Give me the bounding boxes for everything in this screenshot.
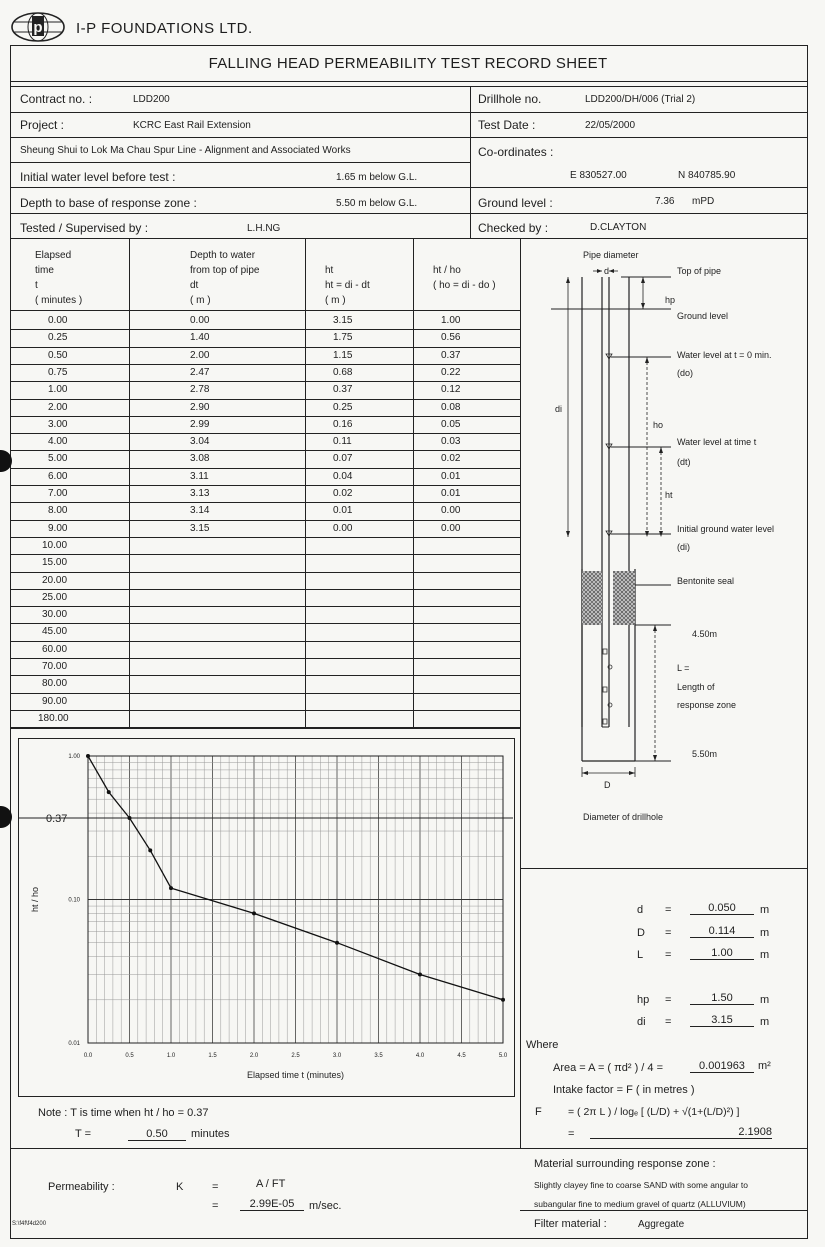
di-dimension-label: di xyxy=(555,404,563,414)
drillhole-value: LDD200/DH/006 (Trial 2) xyxy=(585,94,696,105)
calc-L-eq: = xyxy=(665,949,672,961)
di-paren-label: (di) xyxy=(677,542,690,552)
table-cell: 0.01 xyxy=(333,505,353,517)
t-label: T = xyxy=(75,1128,92,1140)
table-cell: 0.01 xyxy=(441,488,461,499)
y-tick-label: 0.10 xyxy=(68,897,80,904)
checked-by-label: Checked by : xyxy=(478,221,549,235)
note-line: Note : T is time when ht / ho = 0.37 xyxy=(38,1107,209,1119)
table-cell: 0.68 xyxy=(333,366,353,378)
x-axis-label: Elapsed time t (minutes) xyxy=(246,1070,345,1080)
intake-factor: Intake factor = F ( in metres ) xyxy=(553,1084,695,1096)
table-row-rule xyxy=(10,658,520,659)
table-cell: 3.15 xyxy=(333,315,353,326)
permeability-K: K xyxy=(176,1181,184,1193)
F-value: 2.1908 xyxy=(590,1126,772,1139)
table-cell: 2.78 xyxy=(190,384,210,396)
calc-D-label: D xyxy=(637,927,645,939)
table-row-rule xyxy=(10,693,520,694)
table-row-rule xyxy=(10,450,520,451)
table-cell: 0.37 xyxy=(441,349,461,361)
table-cell: 2.47 xyxy=(190,366,210,378)
drillhole-label: Drillhole no. xyxy=(478,92,542,106)
depth-top-label: 4.50m xyxy=(692,629,718,639)
table-row-rule xyxy=(10,416,520,417)
permeability-eq2: = xyxy=(212,1200,219,1212)
table-cell: 3.00 xyxy=(48,418,68,430)
table-cell: 2.00 xyxy=(190,349,210,361)
table-cell: 3.13 xyxy=(190,488,210,499)
table-row-rule xyxy=(10,468,520,469)
table-cell: 5.00 xyxy=(48,453,68,465)
initial-gwl-label: Initial ground water level xyxy=(677,524,775,534)
x-tick-label: 3.5 xyxy=(374,1053,383,1059)
table-cell: 2.00 xyxy=(48,401,68,413)
filter-material-label: Filter material : xyxy=(534,1218,607,1230)
table-cell: 3.14 xyxy=(190,505,210,517)
data-point xyxy=(169,886,173,890)
calc-di-eq: = xyxy=(665,1016,672,1028)
calc-D-value: 0.114 xyxy=(690,925,754,938)
table-cell: 2.90 xyxy=(190,401,210,413)
table-cell: 1.75 xyxy=(333,332,353,344)
x-tick-label: 4.5 xyxy=(457,1053,466,1059)
ground-level-diagram-label: Ground level xyxy=(677,311,729,321)
table-cell: 0.03 xyxy=(441,436,461,448)
F-eq: = xyxy=(568,1128,575,1140)
depth-base-value: 5.50 m below G.L. xyxy=(336,198,418,209)
table-cell: 3.08 xyxy=(190,453,210,465)
where-label: Where xyxy=(526,1039,559,1051)
F-formula: = ( 2π L ) / logₑ [ (L/D) + √(1+(L/D)²) ] xyxy=(568,1106,740,1118)
data-point xyxy=(501,998,505,1002)
ground-level-unit: mPD xyxy=(692,196,715,207)
F-label: F xyxy=(535,1106,542,1118)
material-line1: Slightly clayey fine to coarse SAND with some angular to xyxy=(534,1180,749,1190)
northing-value: N 840785.90 xyxy=(678,170,736,181)
x-tick-label: 1.5 xyxy=(208,1053,217,1059)
permeability-unit: m/sec. xyxy=(309,1200,342,1212)
table-row-rule xyxy=(10,347,520,348)
col-header-elapsed: Elapsed time t ( minutes ) xyxy=(35,250,83,306)
table-cell: 4.00 xyxy=(48,436,68,448)
ratio-time-chart xyxy=(18,738,513,1095)
calc-D-eq: = xyxy=(665,927,672,939)
ground-level-value: 7.36 xyxy=(655,196,675,207)
table-cell: 0.00 xyxy=(441,522,461,534)
table-cell: 0.22 xyxy=(441,366,461,378)
pipe-d-label: d xyxy=(604,266,610,276)
y-tick-label: 1.00 xyxy=(68,754,80,760)
D-label: D xyxy=(604,780,611,790)
calc-di-value: 3.15 xyxy=(690,1014,754,1027)
data-point xyxy=(148,848,152,852)
table-row-rule xyxy=(10,641,520,642)
table-cell: 0.25 xyxy=(333,401,353,413)
table-cell: 80.00 xyxy=(42,678,68,690)
contract-value: LDD200 xyxy=(133,94,170,105)
top-of-pipe-label: Top of pipe xyxy=(677,266,722,276)
x-tick-label: 2.0 xyxy=(249,1053,259,1059)
calc-L-unit: m xyxy=(760,949,770,961)
table-cell: 7.00 xyxy=(48,488,68,499)
svg-text:p: p xyxy=(33,19,43,36)
table-cell: 15.00 xyxy=(42,557,68,569)
do-label: (do) xyxy=(677,368,694,378)
response-zone-label: response zone xyxy=(677,700,737,710)
table-cell: 1.40 xyxy=(190,332,210,344)
data-point xyxy=(335,941,339,945)
table-cell: 70.00 xyxy=(42,661,68,672)
drillhole-diagram xyxy=(521,239,806,867)
area-value: 0.001963 xyxy=(690,1060,754,1073)
table-cell: 8.00 xyxy=(48,505,68,517)
table-cell: 0.00 xyxy=(441,505,461,517)
calc-d-unit: m xyxy=(760,904,770,916)
table-cell: 0.00 xyxy=(48,315,68,326)
sheet-title: FALLING HEAD PERMEABILITY TEST RECORD SHEET xyxy=(208,55,608,72)
area-unit: m² xyxy=(758,1060,771,1072)
material-heading: Material surrounding response zone : xyxy=(534,1158,716,1170)
x-tick-label: 5.0 xyxy=(498,1053,508,1059)
table-header-rule xyxy=(10,310,520,311)
checked-by-value: D.CLAYTON xyxy=(590,222,647,233)
table-cell: 0.00 xyxy=(333,522,353,534)
calc-L-label: L xyxy=(637,949,644,961)
table-cell: 0.50 xyxy=(48,349,68,361)
table-cell: 20.00 xyxy=(42,574,68,586)
table-row-rule xyxy=(10,554,520,555)
dt-label: (dt) xyxy=(677,457,691,467)
x-tick-label: 3.0 xyxy=(332,1053,342,1059)
table-cell: 45.00 xyxy=(42,626,68,638)
x-tick-label: 2.5 xyxy=(291,1053,300,1059)
table-row-rule xyxy=(10,381,520,382)
table-cell: 0.16 xyxy=(333,418,353,430)
table-cell: 180.00 xyxy=(38,712,69,724)
table-cell: 2.99 xyxy=(190,418,210,430)
depth-bottom-label: 5.50m xyxy=(692,749,718,759)
table-cell: 0.02 xyxy=(333,488,353,499)
project-label: Project : xyxy=(20,118,65,132)
company-logo xyxy=(10,10,66,44)
table-row-rule xyxy=(10,485,520,486)
data-point xyxy=(252,911,256,915)
data-point xyxy=(107,790,111,794)
ratio-037-annotation: 0.37 xyxy=(46,812,68,825)
x-tick-label: 4.0 xyxy=(415,1053,425,1059)
project-value: KCRC East Rail Extension xyxy=(133,120,251,131)
calc-di-unit: m xyxy=(760,1016,770,1028)
table-cell: 0.02 xyxy=(441,453,461,465)
ho-label: ho xyxy=(653,420,664,430)
permeability-label: Permeability : xyxy=(48,1181,115,1193)
filter-material-value: Aggregate xyxy=(638,1219,685,1230)
easting-value: E 830527.00 xyxy=(570,170,627,181)
table-row-rule xyxy=(10,502,520,503)
x-tick-label: 0.0 xyxy=(83,1053,93,1059)
table-cell: 0.00 xyxy=(190,315,210,326)
calc-L-value: 1.00 xyxy=(690,947,754,960)
company-name: I-P FOUNDATIONS LTD. xyxy=(76,20,253,37)
calc-hp-unit: m xyxy=(760,994,770,1006)
permeability-eq1: = xyxy=(212,1181,219,1193)
test-date-value: 22/05/2000 xyxy=(585,120,636,131)
table-cell: 60.00 xyxy=(42,643,68,655)
length-of-label: Length of xyxy=(677,682,715,692)
drillhole-svg xyxy=(521,239,806,867)
table-cell: 0.01 xyxy=(441,470,461,482)
table-cell: 30.00 xyxy=(42,609,68,621)
col-header-depth: Depth to water from top of pipe dt ( m ) xyxy=(190,250,260,306)
table-row-rule xyxy=(10,520,520,521)
calc-d-value: 0.050 xyxy=(690,902,754,915)
table-cell: 0.25 xyxy=(48,332,68,344)
permeability-value: 2.99E-05 xyxy=(240,1198,304,1211)
permeability-formula: A / FT xyxy=(256,1178,286,1190)
ground-level-label: Ground level : xyxy=(478,196,553,210)
project-description: Sheung Shui to Lok Ma Chau Spur Line - Alignment and Associated Works xyxy=(20,145,351,156)
col-header-ht: ht ht = di - dt ( m ) xyxy=(325,265,370,306)
table-cell: 3.15 xyxy=(190,522,210,534)
material-line2: subangular fine to medium gravel of quartz (ALLUVIUM) xyxy=(534,1199,746,1209)
t-value: 0.50 xyxy=(128,1128,186,1141)
bentonite-label: Bentonite seal xyxy=(677,576,735,586)
table-row-rule xyxy=(10,364,520,365)
coordinates-label: Co-ordinates : xyxy=(478,145,554,159)
table-row-rule xyxy=(10,399,520,400)
calc-hp-label: hp xyxy=(637,994,650,1006)
calc-di-label: di xyxy=(637,1016,646,1028)
area-formula: Area = A = ( πd² ) / 4 = xyxy=(553,1062,664,1074)
calc-hp-value: 1.50 xyxy=(690,992,754,1005)
depth-base-label: Depth to base of response zone : xyxy=(20,196,197,210)
ht-label: ht xyxy=(665,490,673,500)
table-row-rule xyxy=(10,572,520,573)
pipe-diameter-label: Pipe diameter xyxy=(583,250,639,260)
calc-hp-eq: = xyxy=(665,994,672,1006)
table-row-rule xyxy=(10,537,520,538)
t-unit: minutes xyxy=(191,1128,230,1140)
hp-label: hp xyxy=(665,295,676,305)
calc-d-eq: = xyxy=(665,904,672,916)
table-cell: 0.04 xyxy=(333,470,353,482)
table-cell: 25.00 xyxy=(42,591,68,603)
table-row-rule xyxy=(10,329,520,330)
table-row-rule xyxy=(10,433,520,434)
table-cell: 9.00 xyxy=(48,522,68,534)
tested-by-value: L.H.NG xyxy=(247,223,281,234)
table-cell: 0.05 xyxy=(441,418,461,430)
table-cell: 0.75 xyxy=(48,366,68,378)
table-row-rule xyxy=(10,710,520,711)
footer-code: S:\f4f\f4d200 xyxy=(12,1221,47,1227)
col-header-ratio: ht / ho ( ho = di - do ) xyxy=(433,265,496,291)
calc-d-label: d xyxy=(637,904,644,916)
table-cell: 0.56 xyxy=(441,332,461,344)
table-cell: 6.00 xyxy=(48,470,68,482)
x-tick-label: 0.5 xyxy=(125,1053,134,1059)
L-eq-label: L = xyxy=(677,663,690,673)
table-cell: 0.12 xyxy=(441,384,461,396)
table-cell: 10.00 xyxy=(42,539,68,551)
table-row-rule xyxy=(10,727,520,728)
table-cell: 1.00 xyxy=(48,384,68,396)
table-cell: 90.00 xyxy=(42,695,68,707)
calc-D-unit: m xyxy=(760,927,770,939)
test-date-label: Test Date : xyxy=(478,118,536,132)
table-cell: 0.08 xyxy=(441,401,461,413)
table-row-rule xyxy=(10,606,520,607)
table-cell: 0.37 xyxy=(333,384,353,396)
table-row-rule xyxy=(10,675,520,676)
table-cell: 3.04 xyxy=(190,436,210,448)
initial-water-level-label: Initial water level before test : xyxy=(20,170,176,184)
tested-by-label: Tested / Supervised by : xyxy=(20,221,149,235)
water-level-t-label: Water level at time t xyxy=(677,437,757,447)
table-cell: 3.11 xyxy=(190,470,209,482)
y-tick-label: 0.01 xyxy=(68,1041,80,1047)
data-point xyxy=(128,816,132,820)
table-row-rule xyxy=(10,623,520,624)
water-level-t0-label: Water level at t = 0 min. xyxy=(677,350,772,360)
initial-water-level-value: 1.65 m below G.L. xyxy=(336,172,418,183)
table-cell: 0.07 xyxy=(333,453,353,465)
contract-label: Contract no. : xyxy=(20,92,93,106)
diameter-drillhole-label: Diameter of drillhole xyxy=(583,812,664,822)
x-tick-label: 1.0 xyxy=(166,1053,176,1059)
table-cell: 1.15 xyxy=(333,349,353,361)
table-row-rule xyxy=(10,589,520,590)
table-cell: 1.00 xyxy=(441,315,461,326)
table-cell: 0.11 xyxy=(333,436,352,448)
data-point xyxy=(418,973,422,977)
data-point xyxy=(86,754,90,758)
y-axis-label: ht / ho xyxy=(30,886,40,913)
